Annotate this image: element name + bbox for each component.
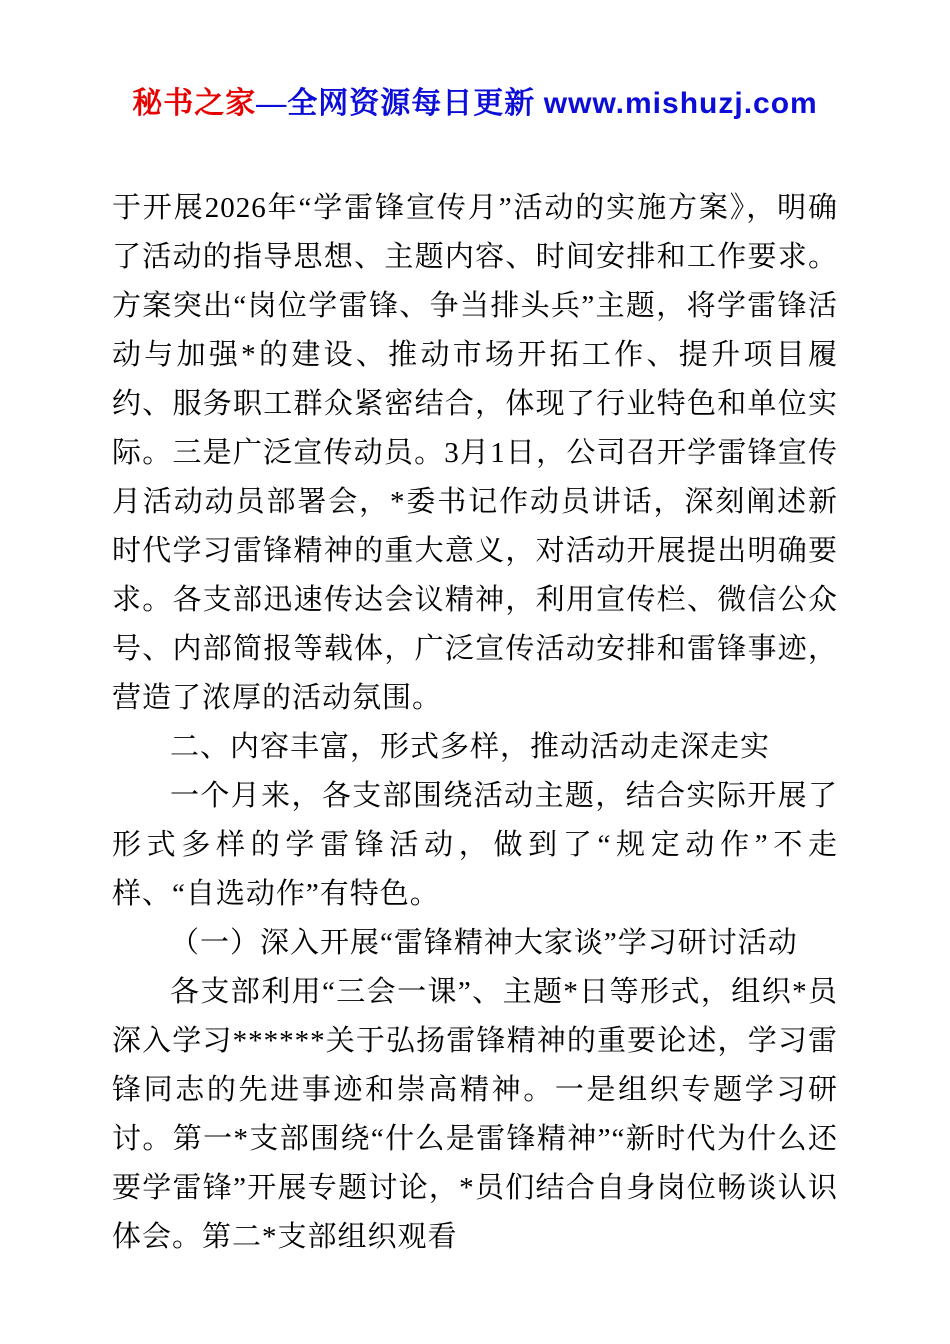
page-header: [112, 78, 838, 122]
section-heading: 二、内容丰富，形式多样，推动活动走深走实: [170, 731, 771, 763]
document-body: [112, 184, 838, 1262]
header-tagline-text: —全网资源每日更新: [256, 87, 544, 120]
paragraph: 各支部利用“三会一课”、主题*日等形式，组织*员深入学习******关于弘扬雷锋精神的重要论述，学习雷锋同志的先进事迹和崇高精神。一是组织专题学习研讨。第一*支部围绕“什么是雷锋精神”“新时代为什么还要学雷锋”开展专题讨论，*员们结合自身岗位畅谈认识体会。第二*支部组织观看: [112, 976, 838, 1253]
site-url-link[interactable]: www.mishuzj.com: [543, 87, 818, 120]
site-name-text: 秘书之家: [132, 87, 257, 120]
paragraph-continuation: 于开展2026年“学雷锋宣传月”活动的实施方案》，明确了活动的指导思想、主题内容、时间安排和工作要求。方案突出“岗位学雷锋、争当排头兵”主题，将学雷锋活动与加强*的建设、推动市场开拓工作、提升项目履约、服务职工群众紧密结合，体现了行业特色和单位实际。三是广泛宣传动员。3月1日，公司召开学雷锋宣传月活动动员部署会，*委书记作动员讲话，深刻阐述新时代学习雷锋精神的重大意义，对活动开展提出明确要求。各支部迅速传达会议精神，利用宣传栏、微信公众号、内部简报等载体，广泛宣传活动安排和雷锋事迹，营造了浓厚的活动氛围。: [112, 192, 838, 714]
paragraph: 一个月来，各支部围绕活动主题，结合实际开展了形式多样的学雷锋活动，做到了“规定动作”不走样、“自选动作”有特色。: [112, 780, 838, 910]
sub-heading: （一）深入开展“雷锋精神大家谈”学习研讨活动: [170, 927, 798, 959]
